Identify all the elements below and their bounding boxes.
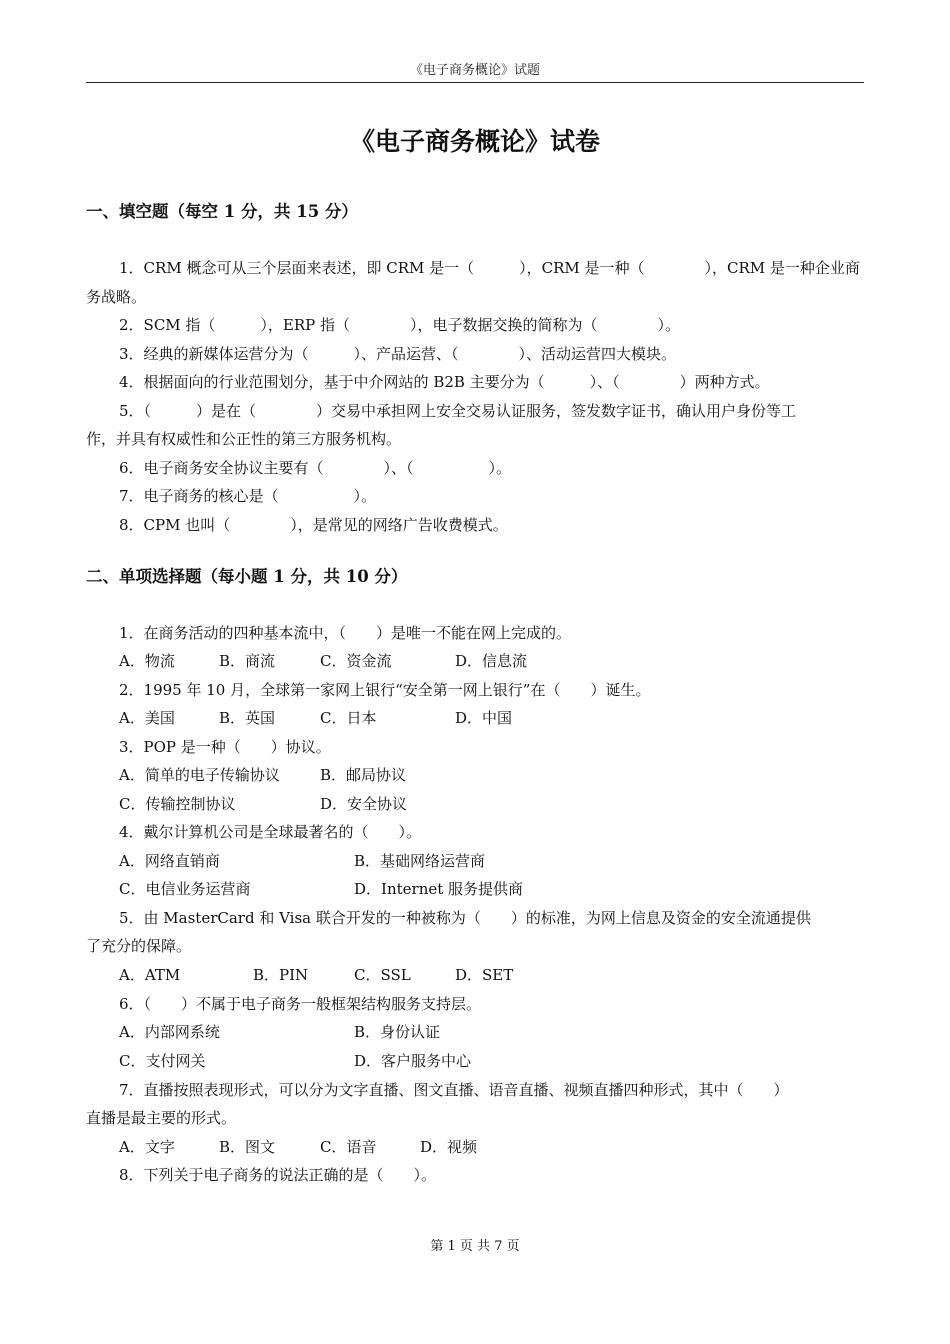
choice-q5-option-b: B．PIN: [253, 966, 309, 984]
fill-q3: 3．经典的新媒体运营分为（ ）、产品运营、（ ）、活动运营四大模块。: [119, 345, 677, 363]
choice-q2-option-a: A．美国: [119, 709, 175, 727]
choice-q7-option-b: B．图文: [219, 1138, 276, 1156]
choice-q3-option-d: D．安全协议: [320, 795, 408, 813]
choice-q5-option-d: D．SET: [455, 966, 514, 984]
choice-q8: 8．下列关于电子商务的说法正确的是（ ）。: [119, 1166, 437, 1184]
choice-q2-option-d: D．中国: [455, 709, 513, 727]
fill-q1-line1: 1．CRM 概念可从三个层面来表述，即 CRM 是一（ ），CRM 是一种（ ），CRM 是一种企业商: [119, 259, 860, 277]
choice-q1-option-b: B．商流: [219, 652, 276, 670]
choice-q1-option-d: D．信息流: [455, 652, 528, 670]
fill-q2: 2．SCM 指（ ），ERP 指（ ），电子数据交换的简称为（ ）。: [119, 316, 681, 334]
choice-q6-option-c: C．支付网关: [119, 1052, 206, 1070]
choice-q3-option-c: C．传输控制协议: [119, 795, 236, 813]
choice-q4-option-d: D．Internet 服务提供商: [354, 880, 524, 898]
exam-title: 《电子商务概论》试卷: [349, 127, 600, 156]
choice-q2: 2．1995 年 10 月，全球第一家网上银行“安全第一网上银行”在（ ）诞生。: [119, 681, 651, 699]
choice-q4-option-b: B．基础网络运营商: [354, 852, 486, 870]
choice-q7-option-c: C．语音: [320, 1138, 377, 1156]
choice-q5-option-c: C．SSL: [354, 966, 411, 984]
fill-q6: 6．电子商务安全协议主要有（ ）、（ ）。: [119, 459, 512, 477]
fill-q7: 7．电子商务的核心是（ ）。: [119, 487, 377, 505]
page-number-footer: 第 1 页 共 7 页: [430, 1239, 520, 1254]
choice-q4-option-a: A．网络直销商: [119, 852, 220, 870]
choice-q7-option-d: D．视频: [420, 1138, 478, 1156]
fill-q1-line2: 务战略。: [86, 288, 147, 306]
choice-q1: 1．在商务活动的四种基本流中，（ ）是唯一不能在网上完成的。: [119, 624, 572, 642]
choice-q1-option-a: A．物流: [119, 652, 175, 670]
choice-q3: 3．POP 是一种（ ）协议。: [119, 738, 331, 756]
choice-q3-option-a: A．简单的电子传输协议: [119, 766, 280, 784]
choice-q1-option-c: C．资金流: [320, 652, 392, 670]
choice-q2-option-b: B．英国: [219, 709, 276, 727]
choice-q5-line2: 了充分的保障。: [86, 937, 192, 955]
choice-q6-option-d: D．客户服务中心: [354, 1052, 472, 1070]
fill-q4: 4．根据面向的行业范围划分，基于中介网站的 B2B 主要分为（ ）、（ ）两种方式。: [119, 373, 770, 391]
section2-heading: 二、单项选择题（每小题 1 分，共 10 分）: [86, 567, 408, 586]
choice-q2-option-c: C．日本: [320, 709, 377, 727]
choice-q7-line1: 7．直播按照表现形式，可以分为文字直播、图文直播、语音直播、视频直播四种形式，其中（ ）: [119, 1081, 789, 1099]
fill-q8: 8．CPM 也叫（ ），是常见的网络广告收费模式。: [119, 516, 508, 534]
choice-q5-line1: 5．由 MasterCard 和 Visa 联合开发的一种被称为（ ）的标准，为网上信息及资金的安全流通提供: [119, 909, 811, 927]
fill-q5-line2: 作，并具有权威性和公正性的第三方服务机构。: [86, 430, 402, 448]
choice-q5-option-a: A．ATM: [119, 966, 181, 984]
choice-q4-option-c: C．电信业务运营商: [119, 880, 251, 898]
header-divider: [86, 82, 864, 83]
choice-q6-option-b: B．身份认证: [354, 1023, 441, 1041]
choice-q4: 4．戴尔计算机公司是全球最著名的（ ）。: [119, 823, 422, 841]
choice-q7-line2: 直播是最主要的形式。: [86, 1109, 237, 1127]
choice-q6: 6．（ ）不属于电子商务一般框架结构服务支持层。: [119, 995, 482, 1013]
fill-q5-line1: 5．（ ）是在（ ）交易中承担网上安全交易认证服务，签发数字证书，确认用户身份等工: [119, 402, 797, 420]
choice-q7-option-a: A．文字: [119, 1138, 175, 1156]
choice-q3-option-b: B．邮局协议: [320, 766, 407, 784]
section1-heading: 一、填空题（每空 1 分，共 15 分）: [86, 202, 358, 221]
choice-q6-option-a: A．内部网系统: [119, 1023, 220, 1041]
running-header: 《电子商务概论》试题: [409, 63, 540, 78]
